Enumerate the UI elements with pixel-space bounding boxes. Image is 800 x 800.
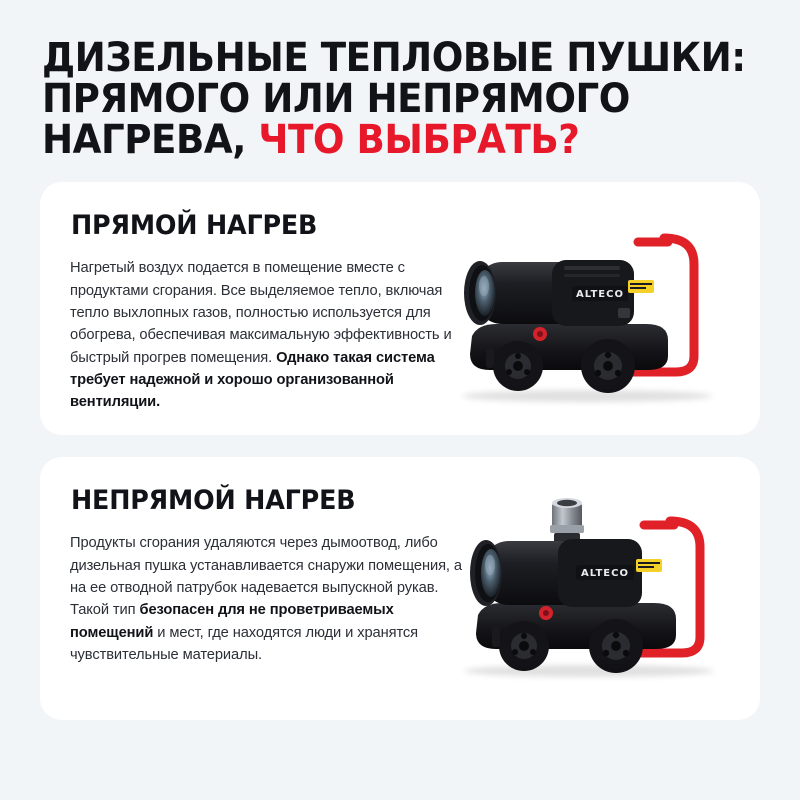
card-indirect-heat-body-bold: безопасен для не проветриваемых помещений <box>70 602 394 641</box>
headline-line-1: ДИЗЕЛЬНЫЕ ТЕПЛОВЫЕ ПУШКИ: <box>42 35 746 81</box>
headline-line-3-plain: НАГРЕВА, <box>42 116 259 163</box>
card-direct-heat-body <box>70 257 470 413</box>
card-direct-heat-body-plain: Нагретый воздух подается в помещение вместе с продуктами сгорания. Все выделяемое тепло, включая тепло выхлопных газов, полностью используется для обогрева, обеспечивая максимальную эффективность и быстрый прогрев помещения. <box>70 260 452 366</box>
headline-line-2: ПРЯМОГО ИЛИ НЕПРЯМОГО <box>42 75 630 122</box>
svg-text:ALTECO: ALTECO <box>576 289 624 301</box>
card-direct-heat-title: ПРЯМОЙ НАГРЕВ <box>71 210 318 242</box>
headline-line-3 <box>42 116 710 163</box>
card-indirect-heat-body-plain-1: Продукты сгорания удаляются через дымоотвод, либо дизельная пушка устанавливается снаружи помещения, а на ее отводной патрубок надевается выпускной рукав. Такой тип <box>70 535 462 619</box>
card-direct-heat <box>40 182 760 435</box>
card-indirect-heat-title: НЕПРЯМОЙ НАГРЕВ <box>71 485 356 517</box>
svg-text:ALTECO: ALTECO <box>581 568 629 580</box>
card-indirect-heat-body-plain-2: и мест, где находятся люди и хранятся чувствительные материалы. <box>70 624 419 664</box>
heater-direct-svg <box>432 208 742 408</box>
card-indirect-heat-body <box>70 532 470 666</box>
heater-indirect-svg <box>434 483 744 683</box>
card-indirect-heat <box>40 457 760 720</box>
headline-accent: ЧТО ВЫБРАТЬ? <box>258 116 580 163</box>
page-title <box>42 35 746 163</box>
card-direct-heat-body-bold: Однако такая система требует надежной и хорошо организованной вентиляции. <box>70 349 435 411</box>
heater-direct-image <box>432 208 742 408</box>
heater-indirect-image <box>434 483 744 683</box>
